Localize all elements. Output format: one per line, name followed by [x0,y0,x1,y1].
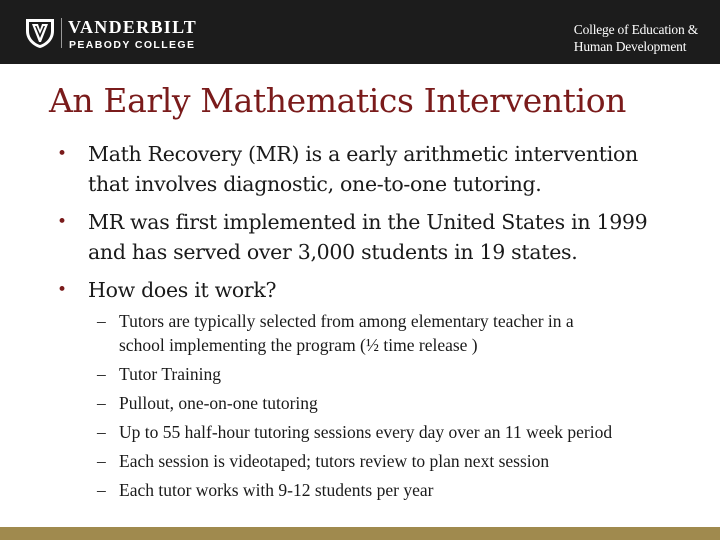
bullet-marker: • [57,280,67,300]
bullet-line: Math Recovery (MR) is a early arithmetic intervention [88,142,638,166]
sub-bullet-line: Each session is videotaped; tutors review to plan next session [119,451,550,471]
sub-bullet-line: Tutors are typically selected from among elementary teacher in a [119,311,574,331]
bullet-marker: • [57,212,67,232]
bullet-item [57,139,708,199]
footer-bar [0,527,720,540]
sub-bullet-item [97,391,709,415]
college-line-2: Human Development [573,39,687,54]
sub-bullet-item [97,478,709,502]
sub-bullet-marker: – [97,393,106,413]
sub-bullet-line: Up to 55 half-hour tutoring sessions every day over an 11 week period [119,422,613,442]
sub-bullet-item [97,420,709,444]
sub-bullet-item [97,309,709,357]
vanderbilt-v-logo-icon [24,17,56,49]
sub-bullet-marker: – [97,311,106,331]
header-bar [0,0,720,64]
brand-subtitle: PEABODY COLLEGE [69,39,196,51]
brand-name: VANDERBILT [68,17,198,37]
bullet-marker: • [57,144,67,164]
sub-bullet-marker: – [97,422,106,442]
sub-bullet-line: Pullout, one-on-one tutoring [119,393,318,413]
bullet-line: How does it work? [88,278,277,302]
bullet-line: and has served over 3,000 students in 19 states. [88,240,578,264]
logo-divider [61,18,62,48]
bullet-item [57,207,708,267]
sub-bullet-line: Each tutor works with 9-12 students per year [119,480,434,500]
sub-bullet-item [97,362,709,386]
bullet-line: that involves diagnostic, one-to-one tutoring. [88,172,542,196]
sub-bullet-line: Tutor Training [119,364,221,384]
bullet-item [57,275,708,305]
slide-title: An Early Mathematics Intervention [49,81,627,120]
college-line-1: College of Education & [573,22,698,37]
sub-bullet-marker: – [97,480,106,500]
college-name [574,21,698,55]
sub-bullet-item [97,449,709,473]
bullet-line: MR was first implemented in the United States in 1999 [88,210,648,234]
sub-bullet-line: school implementing the program (½ time release ) [119,335,478,355]
sub-bullet-marker: – [97,364,106,384]
sub-bullet-marker: – [97,451,106,471]
